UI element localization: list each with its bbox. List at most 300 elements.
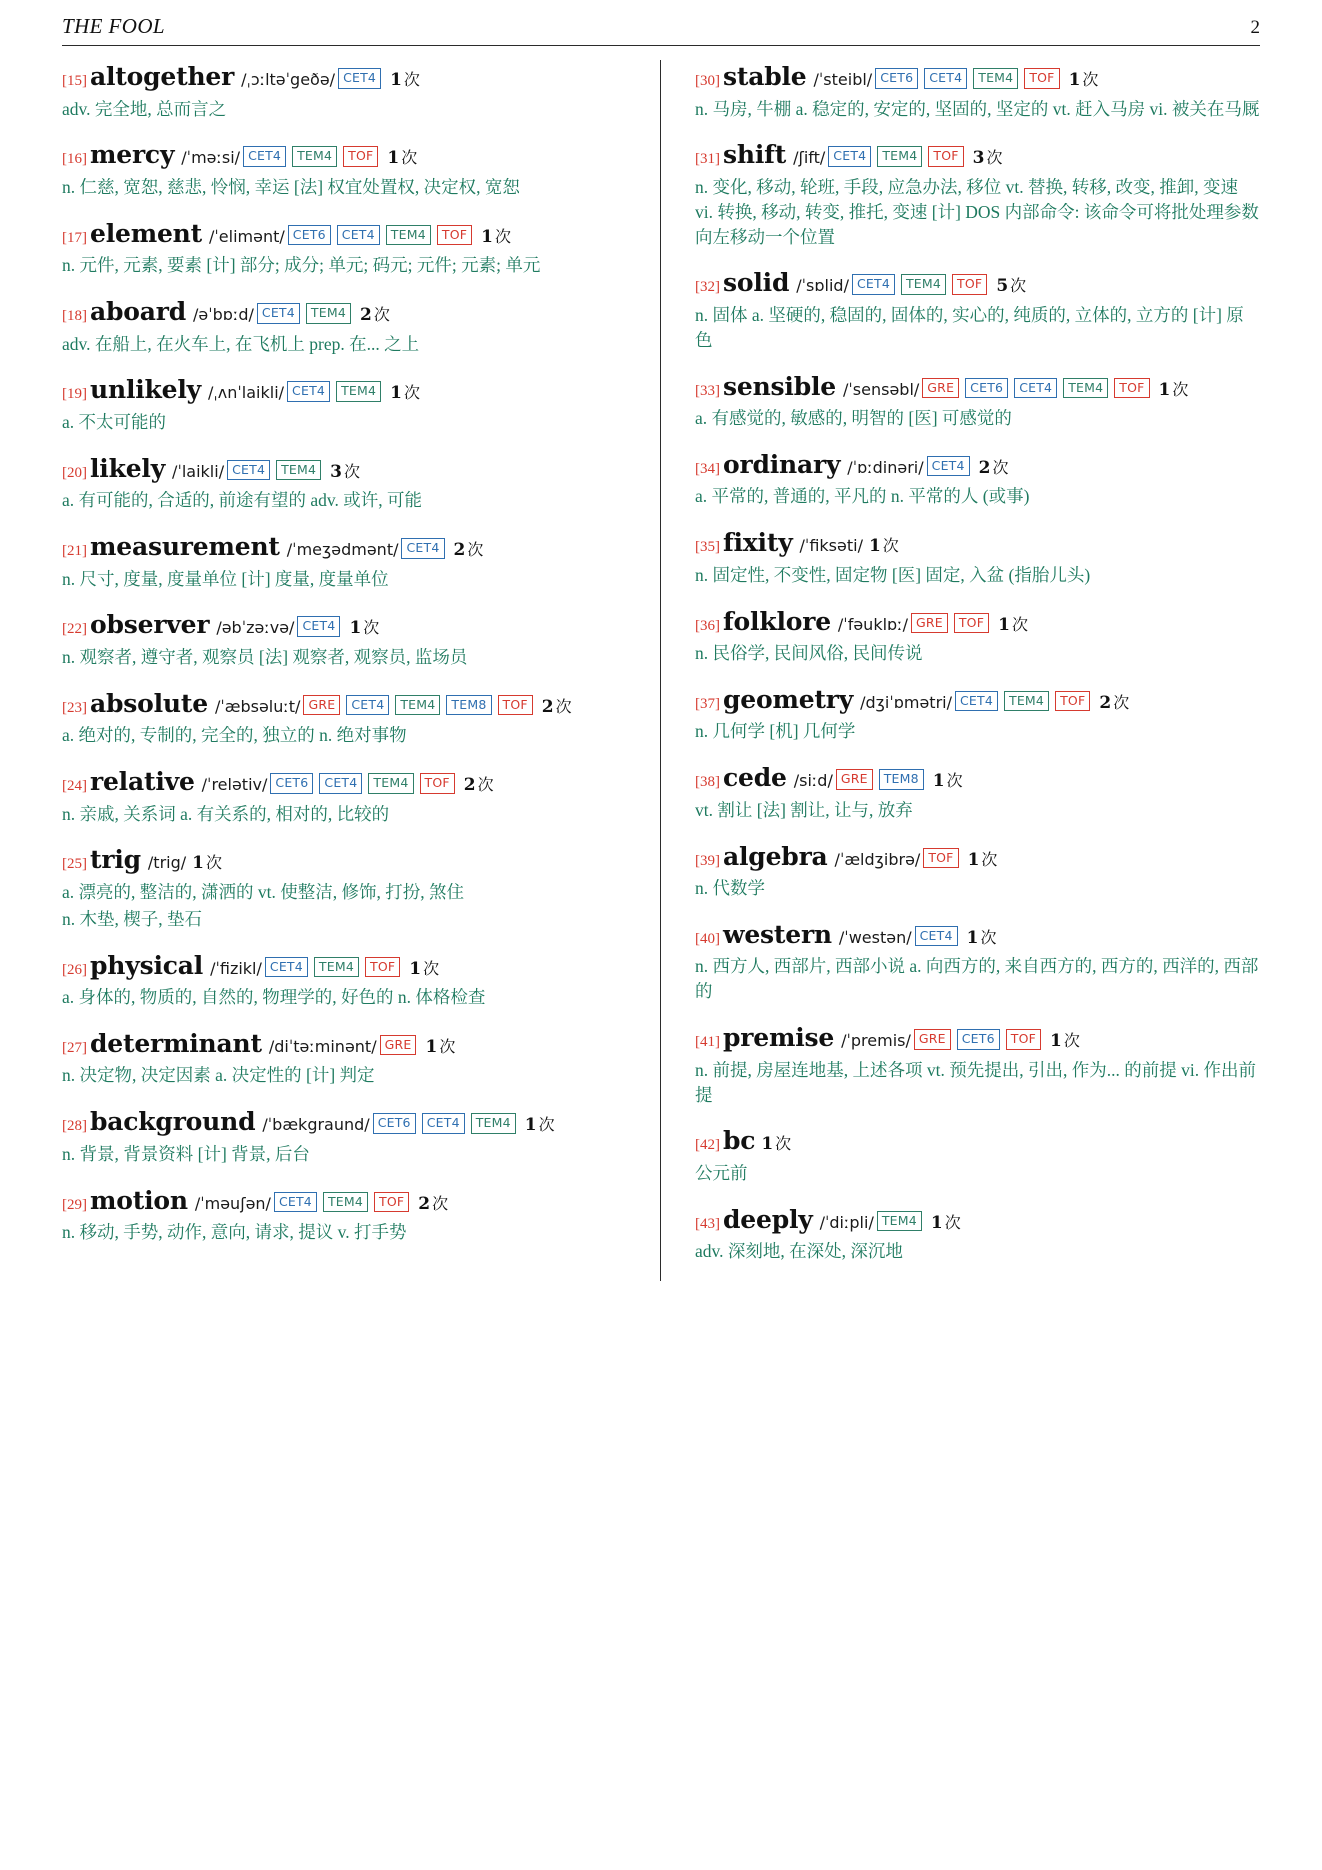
entry-definition: n. 移动, 手势, 动作, 意向, 请求, 提议 v. 打手势: [62, 1222, 407, 1243]
occurrence-count-unit: 次: [439, 1038, 456, 1056]
entry-definition: a. 绝对的, 专制的, 完全的, 独立的 n. 绝对事物: [62, 725, 407, 746]
entry-headline: [62, 373, 626, 408]
entry-headline: [695, 605, 1260, 640]
exam-tag-cet4[interactable]: CET4: [297, 616, 340, 637]
entry-word[interactable]: premise: [723, 1023, 835, 1053]
exam-tag-cet4[interactable]: CET4: [274, 1192, 317, 1213]
dictionary-entry: [695, 683, 1260, 744]
dictionary-entry: [62, 843, 626, 931]
exam-tag-tof[interactable]: TOF: [928, 146, 963, 167]
entry-headline: [62, 530, 626, 565]
entry-index: [40]: [695, 930, 720, 947]
entry-phonetic: /ˈsensəbl/: [843, 379, 920, 399]
entry-index: [42]: [695, 1137, 720, 1154]
entry-headline: [62, 452, 626, 487]
entry-definition: n. 几何学 [机] 几何学: [695, 721, 856, 742]
page-header: [62, 14, 1260, 46]
occurrence-count: 1: [481, 226, 493, 247]
occurrence-count: 1: [930, 1212, 943, 1233]
occurrence-count: 1: [966, 927, 979, 948]
exam-tag-cet4[interactable]: CET4: [422, 1113, 465, 1134]
exam-tag-tem4[interactable]: TEM4: [306, 303, 351, 324]
entry-index: [20]: [62, 464, 87, 481]
exam-tag-cet6[interactable]: CET6: [270, 773, 313, 794]
occurrence-count-unit: 次: [344, 463, 361, 481]
entry-definition: a. 不太可能的: [62, 411, 167, 432]
occurrence-count-unit: 次: [944, 1214, 961, 1232]
exam-tag-cet6[interactable]: CET6: [288, 225, 331, 246]
entry-index: [30]: [695, 73, 720, 89]
dictionary-entry: [695, 761, 1260, 822]
entry-word[interactable]: solid: [723, 268, 790, 298]
exam-tag-tof[interactable]: TOF: [1114, 378, 1149, 399]
entry-phonetic: /trig/: [147, 853, 187, 873]
exam-tag-gre[interactable]: GRE: [922, 378, 959, 399]
dictionary-entry: [62, 373, 626, 434]
dictionary-entry: [695, 266, 1260, 352]
entry-index: [21]: [62, 543, 87, 560]
dictionary-entry: [62, 452, 626, 513]
entry-definition: a. 有感觉的, 敏感的, 明智的 [医] 可感觉的: [695, 408, 1012, 429]
entry-definition: n. 民俗学, 民间风俗, 民间传说: [695, 643, 923, 664]
occurrence-count: 2: [463, 775, 476, 796]
entry-headline: [695, 1021, 1260, 1056]
entry-headline: [62, 765, 626, 800]
exam-tag-tem4[interactable]: TEM4: [336, 381, 381, 402]
occurrence-count: 2: [360, 305, 372, 326]
exam-tag-gre[interactable]: GRE: [911, 613, 948, 634]
exam-tag-cet4[interactable]: CET4: [265, 957, 308, 978]
exam-tag-cet4[interactable]: CET4: [227, 460, 270, 481]
exam-tag-cet4[interactable]: CET4: [319, 773, 362, 794]
entry-index: [28]: [62, 1118, 87, 1135]
entry-headline: [695, 526, 1260, 561]
dictionary-entry: [62, 530, 626, 591]
entry-word[interactable]: deeply: [723, 1204, 813, 1234]
exam-tag-gre[interactable]: GRE: [303, 695, 340, 716]
page-number: 2: [1250, 17, 1260, 38]
entry-word[interactable]: determinant: [90, 1028, 262, 1058]
entry-headline: [695, 761, 1260, 796]
entry-headline: [695, 918, 1260, 953]
entry-word[interactable]: geometry: [723, 684, 854, 714]
occurrence-count-unit: 次: [1082, 72, 1099, 89]
occurrence-count: 1: [1050, 1031, 1062, 1052]
exam-tag-tof[interactable]: TOF: [1024, 68, 1059, 89]
entry-phonetic: /ˌɔːltəˈgeðə/: [241, 70, 336, 89]
entry-headline: [62, 1184, 626, 1219]
entry-headline: [62, 1105, 626, 1140]
entry-phonetic: /ˈfizikl/: [210, 958, 262, 978]
entry-phonetic: /ˈsɒlid/: [796, 276, 849, 296]
occurrence-count-unit: 次: [401, 150, 418, 168]
entry-phonetic: /dʒiˈɒmətri/: [860, 692, 952, 712]
entry-word[interactable]: absolute: [90, 688, 208, 718]
exam-tag-cet4[interactable]: CET4: [852, 274, 895, 295]
exam-tag-gre[interactable]: GRE: [380, 1035, 417, 1056]
dictionary-entry: [695, 918, 1260, 1004]
entry-headline: [62, 949, 626, 984]
entry-headline: [62, 608, 626, 643]
entry-word[interactable]: mercy: [90, 140, 175, 170]
occurrence-count-unit: 次: [882, 538, 899, 556]
entry-phonetic: /ˈældʒibrə/: [834, 849, 921, 869]
entry-headline: [62, 138, 626, 173]
dictionary-entry: [62, 1184, 626, 1245]
occurrence-count-unit: 次: [555, 698, 572, 716]
entry-index: [16]: [62, 151, 87, 168]
entry-headline: [62, 295, 626, 330]
entry-headline: [695, 840, 1260, 875]
occurrence-count: 2: [1099, 692, 1112, 713]
dictionary-entry: [695, 840, 1260, 901]
entry-index: [43]: [695, 1215, 720, 1232]
entry-word[interactable]: unlikely: [90, 375, 201, 405]
entry-index: [37]: [695, 695, 720, 712]
exam-tag-cet6[interactable]: CET6: [875, 68, 918, 89]
entry-word[interactable]: folklore: [723, 606, 831, 636]
entry-index: [29]: [62, 1196, 87, 1213]
entry-definition: adv. 完全地, 总而言之: [62, 98, 227, 119]
exam-tag-tem4[interactable]: TEM4: [395, 695, 440, 716]
occurrence-count-unit: 次: [477, 777, 494, 795]
dictionary-entry: [695, 526, 1260, 587]
exam-tag-cet4[interactable]: CET4: [338, 68, 381, 89]
occurrence-count-unit: 次: [1172, 381, 1189, 399]
entry-word[interactable]: observer: [90, 610, 210, 640]
entry-headline: [695, 1124, 1260, 1159]
entry-definition: n. 西方人, 西部片, 西部小说 a. 向西方的, 来自西方的, 西方的, 西洋的, 西部的: [695, 956, 1259, 1002]
entry-definition: vt. 割让 [法] 割让, 让与, 放弃: [695, 799, 913, 820]
exam-tag-tem4[interactable]: TEM4: [877, 146, 922, 167]
occurrence-count: 1: [998, 614, 1010, 635]
entry-phonetic: /ˈelimənt/: [209, 226, 285, 246]
occurrence-count-unit: 次: [538, 1117, 555, 1135]
entry-definition: a. 漂亮的, 整洁的, 潇洒的 vt. 使整洁, 修饰, 打扮, 煞住: [62, 881, 465, 902]
dictionary-entry: [62, 608, 626, 669]
occurrence-count-unit: 次: [494, 228, 511, 246]
exam-tag-cet4[interactable]: CET4: [927, 456, 970, 477]
exam-tag-tem8[interactable]: TEM8: [446, 695, 491, 716]
dictionary-entry: [695, 1124, 1260, 1185]
entry-word[interactable]: relative: [90, 767, 195, 797]
dictionary-entry: [695, 448, 1260, 509]
exam-tag-cet4[interactable]: CET4: [243, 146, 286, 167]
occurrence-count-unit: 次: [373, 307, 390, 325]
entry-definition: n. 木垫, 楔子, 垫石: [62, 908, 202, 929]
exam-tag-tem4[interactable]: TEM4: [314, 957, 359, 978]
exam-tag-cet4[interactable]: CET4: [257, 303, 300, 324]
occurrence-count-unit: 次: [775, 1136, 792, 1154]
occurrence-count-unit: 次: [432, 1195, 449, 1213]
entry-definition: n. 决定物, 决定因素 a. 决定性的 [计] 判定: [62, 1065, 375, 1086]
occurrence-count: 3: [330, 461, 343, 482]
entry-phonetic: /ˈsteibl/: [813, 70, 873, 89]
occurrence-count-unit: 次: [986, 150, 1003, 168]
entry-word[interactable]: western: [723, 919, 832, 949]
dictionary-entry: [62, 138, 626, 199]
occurrence-count-unit: 次: [403, 72, 420, 89]
entry-headline: [695, 683, 1260, 718]
entry-index: [24]: [62, 778, 87, 795]
entry-definition: n. 前提, 房屋连地基, 上述各项 vt. 预先提出, 引出, 作为... 的前提 vi. 作出前提: [695, 1059, 1256, 1105]
occurrence-count: 5: [996, 276, 1009, 297]
entry-headline: [695, 266, 1260, 301]
occurrence-count: 1: [192, 853, 204, 874]
entry-index: [26]: [62, 961, 87, 978]
exam-tag-cet4[interactable]: CET4: [1014, 378, 1057, 399]
entry-index: [39]: [695, 852, 720, 869]
exam-tag-tem8[interactable]: TEM8: [879, 769, 924, 790]
entry-word[interactable]: aboard: [90, 297, 187, 327]
occurrence-count-unit: 次: [1113, 694, 1130, 712]
entry-phonetic: /ˈbækgraund/: [262, 1115, 370, 1135]
exam-tag-tof[interactable]: TOF: [374, 1192, 409, 1213]
entry-index: [27]: [62, 1039, 87, 1056]
entry-phonetic: /diˈtəːminənt/: [268, 1036, 377, 1056]
exam-tag-cet4[interactable]: CET4: [955, 691, 998, 712]
entry-index: [19]: [62, 386, 87, 403]
entry-phonetic: /ˈlaikli/: [172, 461, 225, 481]
entry-definition: a. 有可能的, 合适的, 前途有望的 adv. 或许, 可能: [62, 490, 423, 511]
exam-tag-cet6[interactable]: CET6: [373, 1113, 416, 1134]
dictionary-entry: [695, 605, 1260, 666]
entry-headline: [695, 138, 1260, 173]
dictionary-entry: [62, 60, 626, 121]
entry-index: [31]: [695, 151, 720, 168]
entry-index: [33]: [695, 382, 720, 399]
occurrence-count: 1: [409, 958, 422, 979]
entry-phonetic: /ˈfəuklɒː/: [837, 614, 908, 634]
entry-word[interactable]: algebra: [723, 841, 828, 871]
entry-index: [38]: [695, 774, 720, 791]
entry-word[interactable]: measurement: [90, 532, 280, 562]
dictionary-entry: [62, 1027, 626, 1088]
exam-tag-cet4[interactable]: CET4: [828, 146, 871, 167]
entry-phonetic: /ˈmeʒədmənt/: [286, 540, 399, 560]
occurrence-count-unit: 次: [1010, 278, 1027, 296]
occurrence-count: 1: [932, 771, 945, 792]
dictionary-entry: [695, 1203, 1260, 1264]
entry-index: [18]: [62, 308, 87, 325]
entry-word[interactable]: trig: [90, 845, 141, 875]
entry-phonetic: /ˈdiːpli/: [819, 1212, 874, 1232]
exam-tag-cet4[interactable]: CET4: [401, 538, 444, 559]
entry-phonetic: /siːd/: [793, 771, 833, 791]
exam-tag-tem4[interactable]: TEM4: [901, 274, 946, 295]
occurrence-count: 2: [418, 1193, 431, 1214]
exam-tag-tem4[interactable]: TEM4: [1004, 691, 1049, 712]
exam-tag-tem4[interactable]: TEM4: [292, 146, 337, 167]
exam-tag-tem4[interactable]: TEM4: [368, 773, 413, 794]
exam-tag-tof[interactable]: TOF: [420, 773, 455, 794]
occurrence-count: 1: [967, 849, 980, 870]
occurrence-count-unit: 次: [205, 855, 222, 873]
entry-index: [25]: [62, 856, 87, 873]
exam-tag-tem4[interactable]: TEM4: [877, 1211, 922, 1232]
exam-tag-tem4[interactable]: TEM4: [276, 460, 321, 481]
occurrence-count-unit: 次: [363, 620, 380, 638]
exam-tag-tof[interactable]: TOF: [437, 225, 472, 246]
entry-headline: [695, 448, 1260, 483]
exam-tag-tof[interactable]: TOF: [498, 695, 533, 716]
entry-phonetic: /ˈwestən/: [838, 927, 912, 947]
exam-tag-gre[interactable]: GRE: [914, 1029, 951, 1050]
entry-columns: [62, 60, 1260, 1281]
entry-index: [36]: [695, 617, 720, 634]
entry-definition: adv. 深刻地, 在深处, 深沉地: [695, 1241, 903, 1262]
entry-index: [15]: [62, 73, 87, 89]
occurrence-count-unit: 次: [946, 773, 963, 791]
exam-tag-cet4[interactable]: CET4: [337, 225, 380, 246]
occurrence-count: 1: [390, 383, 402, 404]
entry-word[interactable]: shift: [723, 140, 787, 170]
exam-tag-tof[interactable]: TOF: [954, 613, 989, 634]
occurrence-count: 2: [453, 540, 466, 561]
entry-headline: [62, 217, 626, 252]
entry-definition: n. 元件, 元素, 要素 [计] 部分; 成分; 单元; 码元; 元件; 元素; 单元: [62, 255, 541, 276]
occurrence-count: 1: [1158, 379, 1171, 400]
entry-word[interactable]: likely: [90, 453, 166, 483]
occurrence-count-unit: 次: [1063, 1033, 1080, 1051]
exam-tag-tof[interactable]: TOF: [365, 957, 400, 978]
entry-definition: adv. 在船上, 在火车上, 在飞机上 prep. 在... 之上: [62, 333, 420, 354]
entry-phonetic: /ˈməuʃən/: [194, 1193, 271, 1213]
occurrence-count: 1: [390, 70, 402, 90]
entry-definition: a. 平常的, 普通的, 平凡的 n. 平常的人 (或事): [695, 486, 1030, 507]
dictionary-entry: [62, 765, 626, 826]
occurrence-count-unit: 次: [980, 929, 997, 947]
column-left: [62, 60, 661, 1281]
dictionary-entry: [62, 295, 626, 356]
occurrence-count-unit: 次: [467, 542, 484, 560]
exam-tag-cet6[interactable]: CET6: [957, 1029, 1000, 1050]
exam-tag-gre[interactable]: GRE: [836, 769, 873, 790]
dictionary-entry: [695, 60, 1260, 121]
exam-tag-tem4[interactable]: TEM4: [471, 1113, 516, 1134]
exam-tag-cet4[interactable]: CET4: [915, 926, 958, 947]
exam-tag-tof[interactable]: TOF: [1055, 691, 1090, 712]
occurrence-count-unit: 次: [1011, 616, 1028, 634]
entry-headline: [62, 1027, 626, 1062]
entry-definition: n. 观察者, 遵守者, 观察员 [法] 观察者, 观察员, 监场员: [62, 646, 468, 667]
occurrence-count: 2: [541, 696, 554, 717]
entry-phonetic: /ˌʌnˈlaikli/: [208, 383, 285, 403]
entry-headline: [695, 370, 1260, 405]
occurrence-count-unit: 次: [403, 385, 420, 403]
entry-phonetic: /ˈrelətiv/: [201, 775, 268, 795]
occurrence-count-unit: 次: [423, 960, 440, 978]
entry-word[interactable]: sensible: [723, 371, 837, 401]
entry-word[interactable]: background: [90, 1107, 256, 1137]
entry-definition: 公元前: [695, 1162, 748, 1183]
entry-headline: [695, 1203, 1260, 1238]
dictionary-entry: [695, 138, 1260, 249]
entry-definition: n. 亲戚, 关系词 a. 有关系的, 相对的, 比较的: [62, 803, 390, 824]
exam-tag-cet4[interactable]: CET4: [346, 695, 389, 716]
exam-tag-cet4[interactable]: CET4: [924, 68, 967, 89]
occurrence-count-unit: 次: [992, 459, 1009, 477]
entry-headline: [62, 843, 626, 878]
exam-tag-tof[interactable]: TOF: [923, 848, 958, 869]
entry-word[interactable]: ordinary: [723, 449, 841, 479]
occurrence-count: 1: [349, 618, 362, 639]
exam-tag-tof[interactable]: TOF: [343, 146, 378, 167]
occurrence-count: 1: [387, 148, 400, 169]
entry-word[interactable]: altogether: [90, 62, 235, 91]
entry-definition: n. 代数学: [695, 878, 765, 899]
exam-tag-tem4[interactable]: TEM4: [386, 225, 431, 246]
entry-index: [17]: [62, 229, 87, 246]
entry-headline: [62, 687, 626, 722]
column-right: [661, 60, 1260, 1281]
exam-tag-tem4[interactable]: TEM4: [1063, 378, 1108, 399]
entry-phonetic: /əˈbɒːd/: [193, 305, 254, 325]
occurrence-count: 1: [425, 1036, 438, 1057]
entry-definition: n. 马房, 牛棚 a. 稳定的, 安定的, 坚固的, 坚定的 vt. 赶入马房 vi. 被关在马厩: [695, 98, 1260, 119]
exam-tag-cet6[interactable]: CET6: [965, 378, 1008, 399]
dictionary-entry: [62, 949, 626, 1010]
exam-tag-tem4[interactable]: TEM4: [323, 1192, 368, 1213]
entry-phonetic: /ˈæbsəluːt/: [214, 696, 301, 716]
entry-definition: n. 背景, 背景资料 [计] 背景, 后台: [62, 1143, 310, 1164]
exam-tag-tof[interactable]: TOF: [1006, 1029, 1041, 1050]
exam-tag-cet4[interactable]: CET4: [287, 381, 330, 402]
entry-index: [34]: [695, 460, 720, 477]
entry-phonetic: /ˈɒːdinəri/: [847, 457, 924, 477]
entry-definition: a. 身体的, 物质的, 自然的, 物理学的, 好色的 n. 体格检查: [62, 987, 486, 1008]
entry-definition: n. 变化, 移动, 轮班, 手段, 应急办法, 移位 vt. 替换, 转移, 改变, 推卸, 变速 vi. 转换, 移动, 转变, 推托, 变速 [计] DOS 内部命令: 该命令可将批处理参数向左移动一个位置: [695, 176, 1259, 247]
page-title: THE FOOL: [62, 14, 165, 38]
entry-phonetic: /ˈməːsi/: [181, 148, 241, 168]
entry-phonetic: /ʃift/: [793, 148, 826, 168]
entry-index: [32]: [695, 279, 720, 296]
entry-word[interactable]: physical: [90, 950, 204, 980]
dictionary-entry: [62, 687, 626, 748]
entry-phonetic: /əbˈzəːvə/: [216, 618, 295, 638]
occurrence-count: 1: [868, 536, 881, 557]
occurrence-count-unit: 次: [981, 851, 998, 869]
entry-headline: [695, 60, 1260, 95]
entry-word[interactable]: cede: [723, 763, 787, 793]
dictionary-entry: [695, 370, 1260, 431]
entry-headline: [62, 60, 626, 95]
entry-index: [23]: [62, 699, 87, 716]
entry-definition: n. 固定性, 不变性, 固定物 [医] 固定, 入盆 (指胎儿头): [695, 564, 1091, 585]
entry-word[interactable]: stable: [723, 62, 807, 91]
dictionary-entry: [62, 1105, 626, 1166]
entry-word[interactable]: element: [90, 218, 202, 248]
occurrence-count: 1: [761, 1134, 774, 1155]
entry-index: [41]: [695, 1034, 720, 1051]
occurrence-count: 2: [978, 457, 991, 478]
occurrence-count: 1: [1068, 70, 1081, 90]
dictionary-entry: [695, 1021, 1260, 1107]
entry-word[interactable]: bc: [723, 1126, 756, 1156]
exam-tag-tem4[interactable]: TEM4: [973, 68, 1018, 89]
occurrence-count: 3: [972, 148, 985, 169]
entry-index: [22]: [62, 621, 87, 638]
entry-definition: n. 固体 a. 坚硬的, 稳固的, 固体的, 实心的, 纯质的, 立体的, 立方的 [计] 原色: [695, 304, 1244, 350]
entry-word[interactable]: fixity: [723, 528, 793, 558]
entry-phonetic: /ˈfiksəti/: [799, 536, 863, 556]
exam-tag-tof[interactable]: TOF: [952, 274, 987, 295]
entry-word[interactable]: motion: [90, 1185, 188, 1215]
entry-phonetic: /ˈpremis/: [841, 1031, 911, 1051]
entry-definition: n. 仁慈, 宽恕, 慈悲, 怜悯, 幸运 [法] 权宜处置权, 决定权, 宽恕: [62, 176, 520, 197]
entry-index: [35]: [695, 539, 720, 556]
occurrence-count: 1: [524, 1115, 537, 1136]
